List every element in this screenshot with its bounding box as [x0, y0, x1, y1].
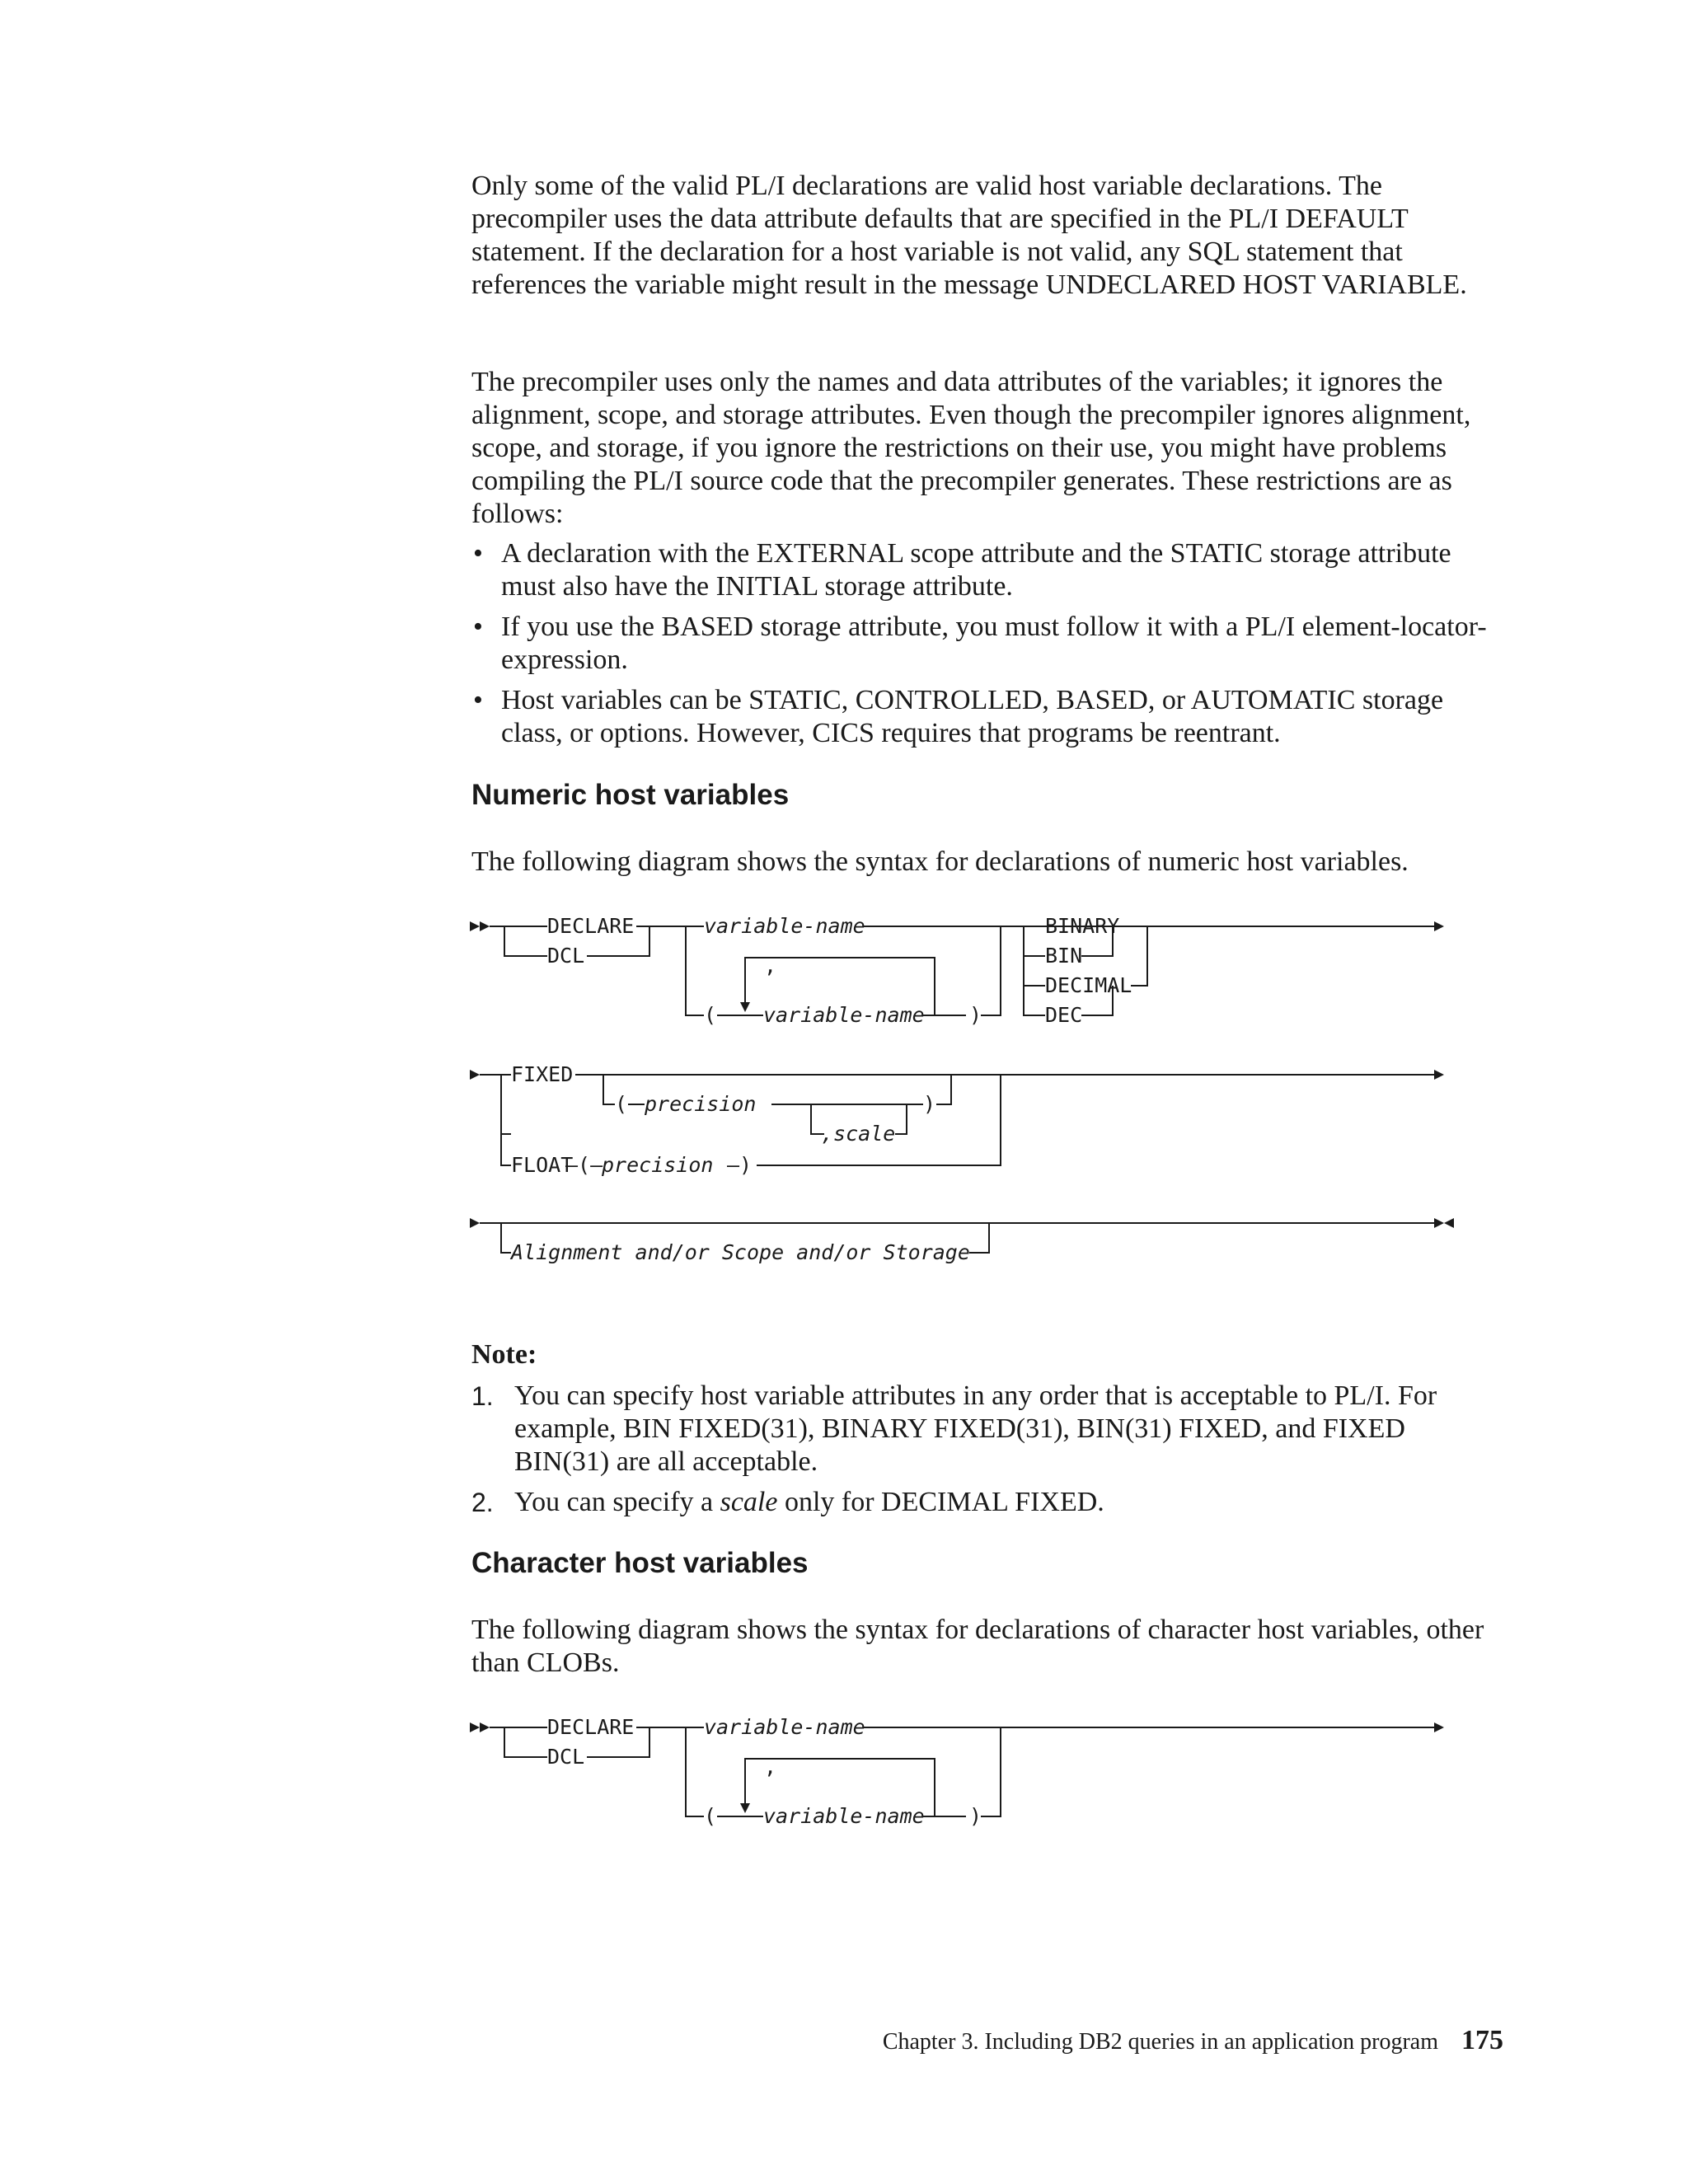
end-arrow-icon [1444, 1218, 1454, 1228]
page-number: 175 [1461, 2025, 1503, 2055]
scale-param: ,scale [821, 1122, 896, 1146]
note-label: Note: [471, 1339, 537, 1370]
keyword-bin: BIN [1045, 944, 1083, 968]
precision-param: precision [645, 1092, 757, 1116]
keyword-decimal: DECIMAL [1045, 973, 1132, 997]
alignment-scope-storage: Alignment and/or Scope and/or Storage [511, 1240, 970, 1264]
continue-arrow-icon [470, 1218, 480, 1228]
continue-arrow-icon [1434, 1722, 1444, 1732]
start-arrow-icon [470, 1722, 480, 1732]
open-paren: ( [704, 1003, 717, 1027]
start-arrow-icon [470, 921, 480, 931]
character-intro: The following diagram shows the syntax for declarations of character host variables, other than CLOBs. [471, 1615, 1484, 1678]
intro-paragraph-1: Only some of the valid PL/I declarations are valid host variable declarations. The precompiler uses the data attribute defaults that are specified in the PL/I DEFAULT statement. If the declaration for a host variable is not valid, any SQL statement that references the variable might result in the message UNDECLARED HOST VARIABLE. [471, 171, 1467, 300]
keyword-dcl: DCL [547, 944, 585, 968]
character-syntax-diagram [462, 1708, 1508, 1844]
repeat-arrow-icon [740, 1002, 750, 1012]
repeat-variable-name: variable-name [763, 1804, 925, 1828]
page-footer [828, 2024, 1503, 2059]
bullet-icon: • [473, 538, 483, 569]
bullet-icon: • [473, 612, 483, 642]
keyword-dcl: DCL [547, 1745, 585, 1769]
precision-open-paren: ( [615, 1092, 628, 1116]
numeric-intro: The following diagram shows the syntax for declarations of numeric host variables. [471, 846, 1409, 877]
character-section [471, 1546, 1502, 1581]
keyword-float: FLOAT [511, 1153, 574, 1177]
numeric-heading: Numeric host variables [471, 779, 790, 811]
continue-arrow-icon [470, 1070, 480, 1080]
float-open-paren: —(— [565, 1153, 603, 1177]
intro-paragraph-2: The precompiler uses only the names and data attributes of the variables; it ignores the alignment, scope, and storage attributes. Even though the precompiler ignores alignment, scope, and storage, if you ignore the restrictions on their use, you might have problems compiling the PL/I source code that the precompiler generates. These restrictions are as follows: [471, 367, 1471, 529]
intro-section [471, 170, 1502, 302]
list-item: 1. You can specify host variable attributes in any order that is acceptable to PL/I. For example, BIN FIXED(31), BINARY FIXED(31), BIN(31) FIXED, and FIXED BIN(31) are all acceptable. [471, 1380, 1437, 1477]
keyword-dec: DEC [1045, 1003, 1083, 1027]
list-item: 2. You can specify a scale only for DECIMAL FIXED. [471, 1487, 1104, 1517]
repeat-comma: , [764, 954, 777, 977]
repeat-variable-name: variable-name [763, 1003, 925, 1027]
float-close-paren: —) [727, 1153, 753, 1177]
continue-arrow-icon [1434, 921, 1444, 931]
list-item: • A declaration with the EXTERNAL scope attribute and the STATIC storage attribute must also have the INITIAL storage attribute. [473, 538, 1451, 602]
variable-name: variable-name [704, 1715, 865, 1739]
keyword-fixed: FIXED [511, 1062, 574, 1086]
repeat-comma: , [764, 1755, 777, 1779]
keyword-declare: DECLARE [547, 914, 635, 938]
continue-arrow-icon [1434, 1070, 1444, 1080]
variable-name: variable-name [704, 914, 865, 938]
float-precision-param: precision [602, 1153, 714, 1177]
character-heading: Character host variables [471, 1547, 809, 1579]
notes-section [471, 1338, 1502, 1526]
list-item: • If you use the BASED storage attribute, you must follow it with a PL/I element-locator-expression. [473, 612, 1487, 675]
start-arrow-icon [480, 921, 490, 931]
numeric-section [471, 778, 1502, 813]
bullet-icon: • [473, 685, 483, 715]
restrictions-list [471, 537, 1502, 750]
end-arrow-icon [1434, 1218, 1444, 1228]
start-arrow-icon [480, 1722, 490, 1732]
keyword-declare: DECLARE [547, 1715, 635, 1739]
list-item: • Host variables can be STATIC, CONTROLLED, BASED, or AUTOMATIC storage class, or options. However, CICS requires that programs be reentrant. [473, 685, 1444, 748]
close-paren: ) [969, 1003, 982, 1027]
footer-chapter: Chapter 3. Including DB2 queries in an application program [882, 2029, 1438, 2055]
open-paren: ( [704, 1804, 717, 1828]
repeat-arrow-icon [740, 1803, 750, 1813]
precision-close-paren: ) [923, 1092, 936, 1116]
restrictions-section [471, 366, 1502, 757]
keyword-binary: BINARY [1045, 914, 1120, 938]
numeric-syntax-diagram [462, 907, 1508, 1290]
close-paren: ) [969, 1804, 982, 1828]
notes-list [471, 1380, 1502, 1519]
